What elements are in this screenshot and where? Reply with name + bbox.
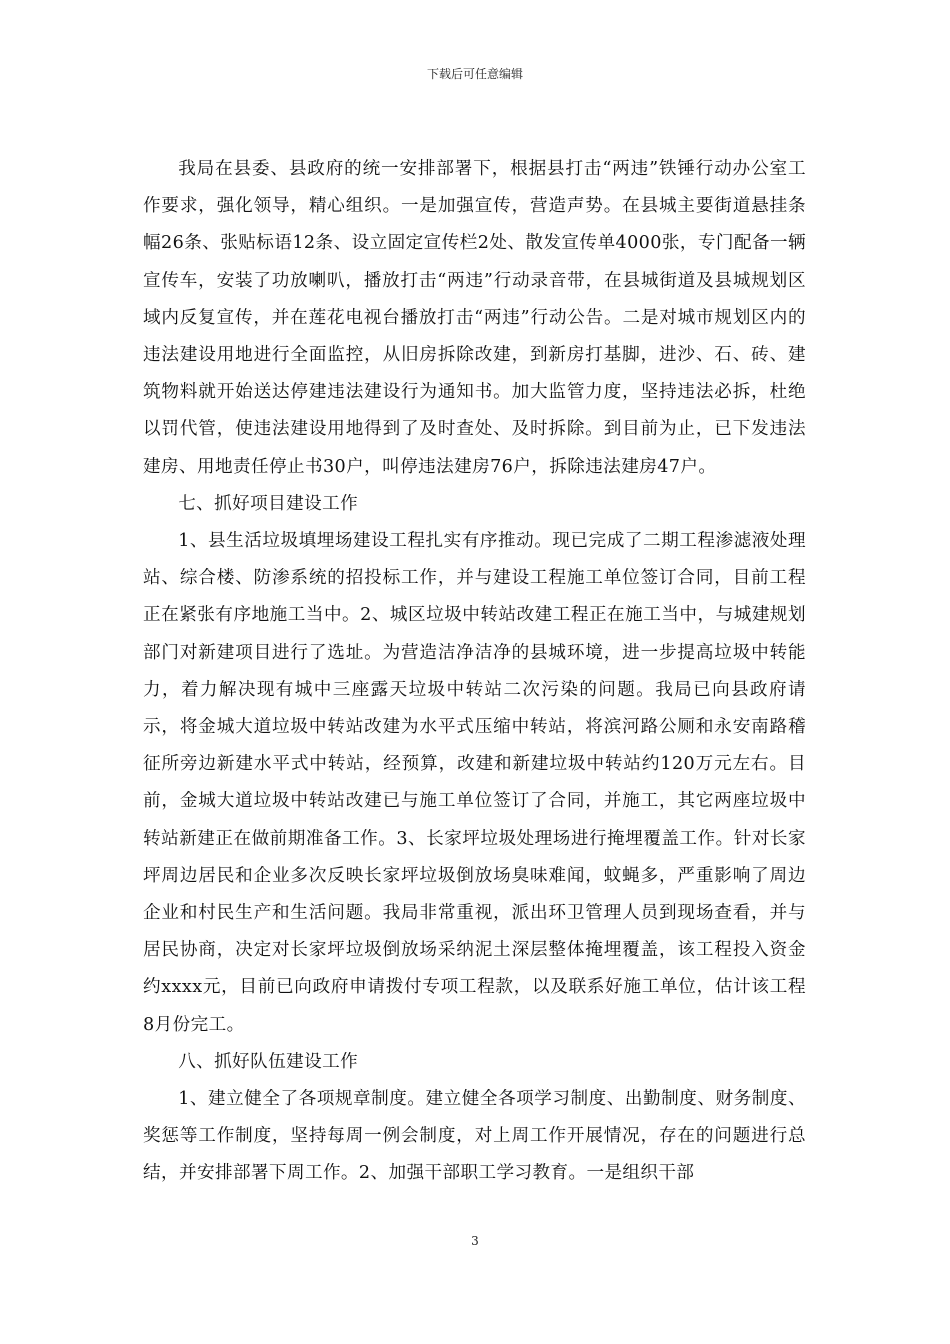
page-header: 下载后可任意编辑 [426,67,523,81]
page-number: 3 [471,1234,479,1248]
paragraph-team-building: 1、建立健全了各项规章制度。建立健全各项学习制度、出勤制度、财务制度、奖惩等工作制度，坚持每周一例会制度，对上周工作开展情况，存在的问题进行总结，并安排部署下周工作。2、加强干部职工学习教育。一是组织干部 [143,1089,806,1184]
paragraph-projects: 1、县生活垃圾填埋场建设工程扎实有序推动。现已完成了二期工程渗滤液处理站、综合楼、防渗系统的招投标工作，并与建设工程施工单位签订合同，目前工程正在紧张有序地施工当中。2、城区垃圾中转站改建工程正在施工当中，与城建规划部门对新建项目进行了选址。为营造洁净洁净的县城环境，进一步提高垃圾中转能力，着力解决现有城中三座露天垃圾中转站二次污染的问题。我局已向县政府请示，将金城大道垃圾中转站改建为水平式压缩中转站，将滨河路公厕和永安南路稽征所旁边新建水平式中转站，经预算，改建和新建垃圾中转站约120万元左右。目前，金城大道垃圾中转站改建已与施工单位签订了合同，并施工，其它两座垃圾中转站新建正在做前期准备工作。3、长家坪垃圾处理场进行掩埋覆盖工作。针对长家坪周边居民和企业多次反映长家坪垃圾倒放场臭味难闻，蚊蝇多，严重影响了周边企业和村民生产和生活问题。我局非常重视，派出环卫管理人员到现场查看，并与居民协商，决定对长家坪垃圾倒放场采纳泥土深层整体掩埋覆盖，该工程投入资金约xxxx元，目前已向政府申请拨付专项工程款，以及联系好施工单位，估计该工程8月份完工。 [143,531,806,1035]
document-body [143,151,806,1193]
section-heading-7: 七、抓好项目建设工作 [178,493,359,514]
section-heading-8: 八、抓好队伍建设工作 [178,1051,359,1072]
paragraph-enforcement: 我局在县委、县政府的统一安排部署下，根据县打击“两违”铁锤行动办公室工作要求，强化领导，精心组织。一是加强宣传，营造声势。在县城主要街道悬挂条幅26条、张贴标语12条、设立固定宣传栏2处、散发宣传单4000张，专门配备一辆宣传车，安装了功放喇叭，播放打击“两违”行动录音带，在县城街道及县城规划区域内反复宣传，并在莲花电视台播放打击“两违”行动公告。二是对城市规划区内的违法建设用地进行全面监控，从旧房拆除改建，到新房打基脚，进沙、石、砖、建筑物料就开始送达停建违法建设行为通知书。加大监管力度，坚持违法必拆，杜绝以罚代管，使违法建设用地得到了及时查处、及时拆除。到目前为止，已下发违法建房、用地责任停止书30户，叫停违法建房76户，拆除违法建房47户。 [143,159,806,477]
